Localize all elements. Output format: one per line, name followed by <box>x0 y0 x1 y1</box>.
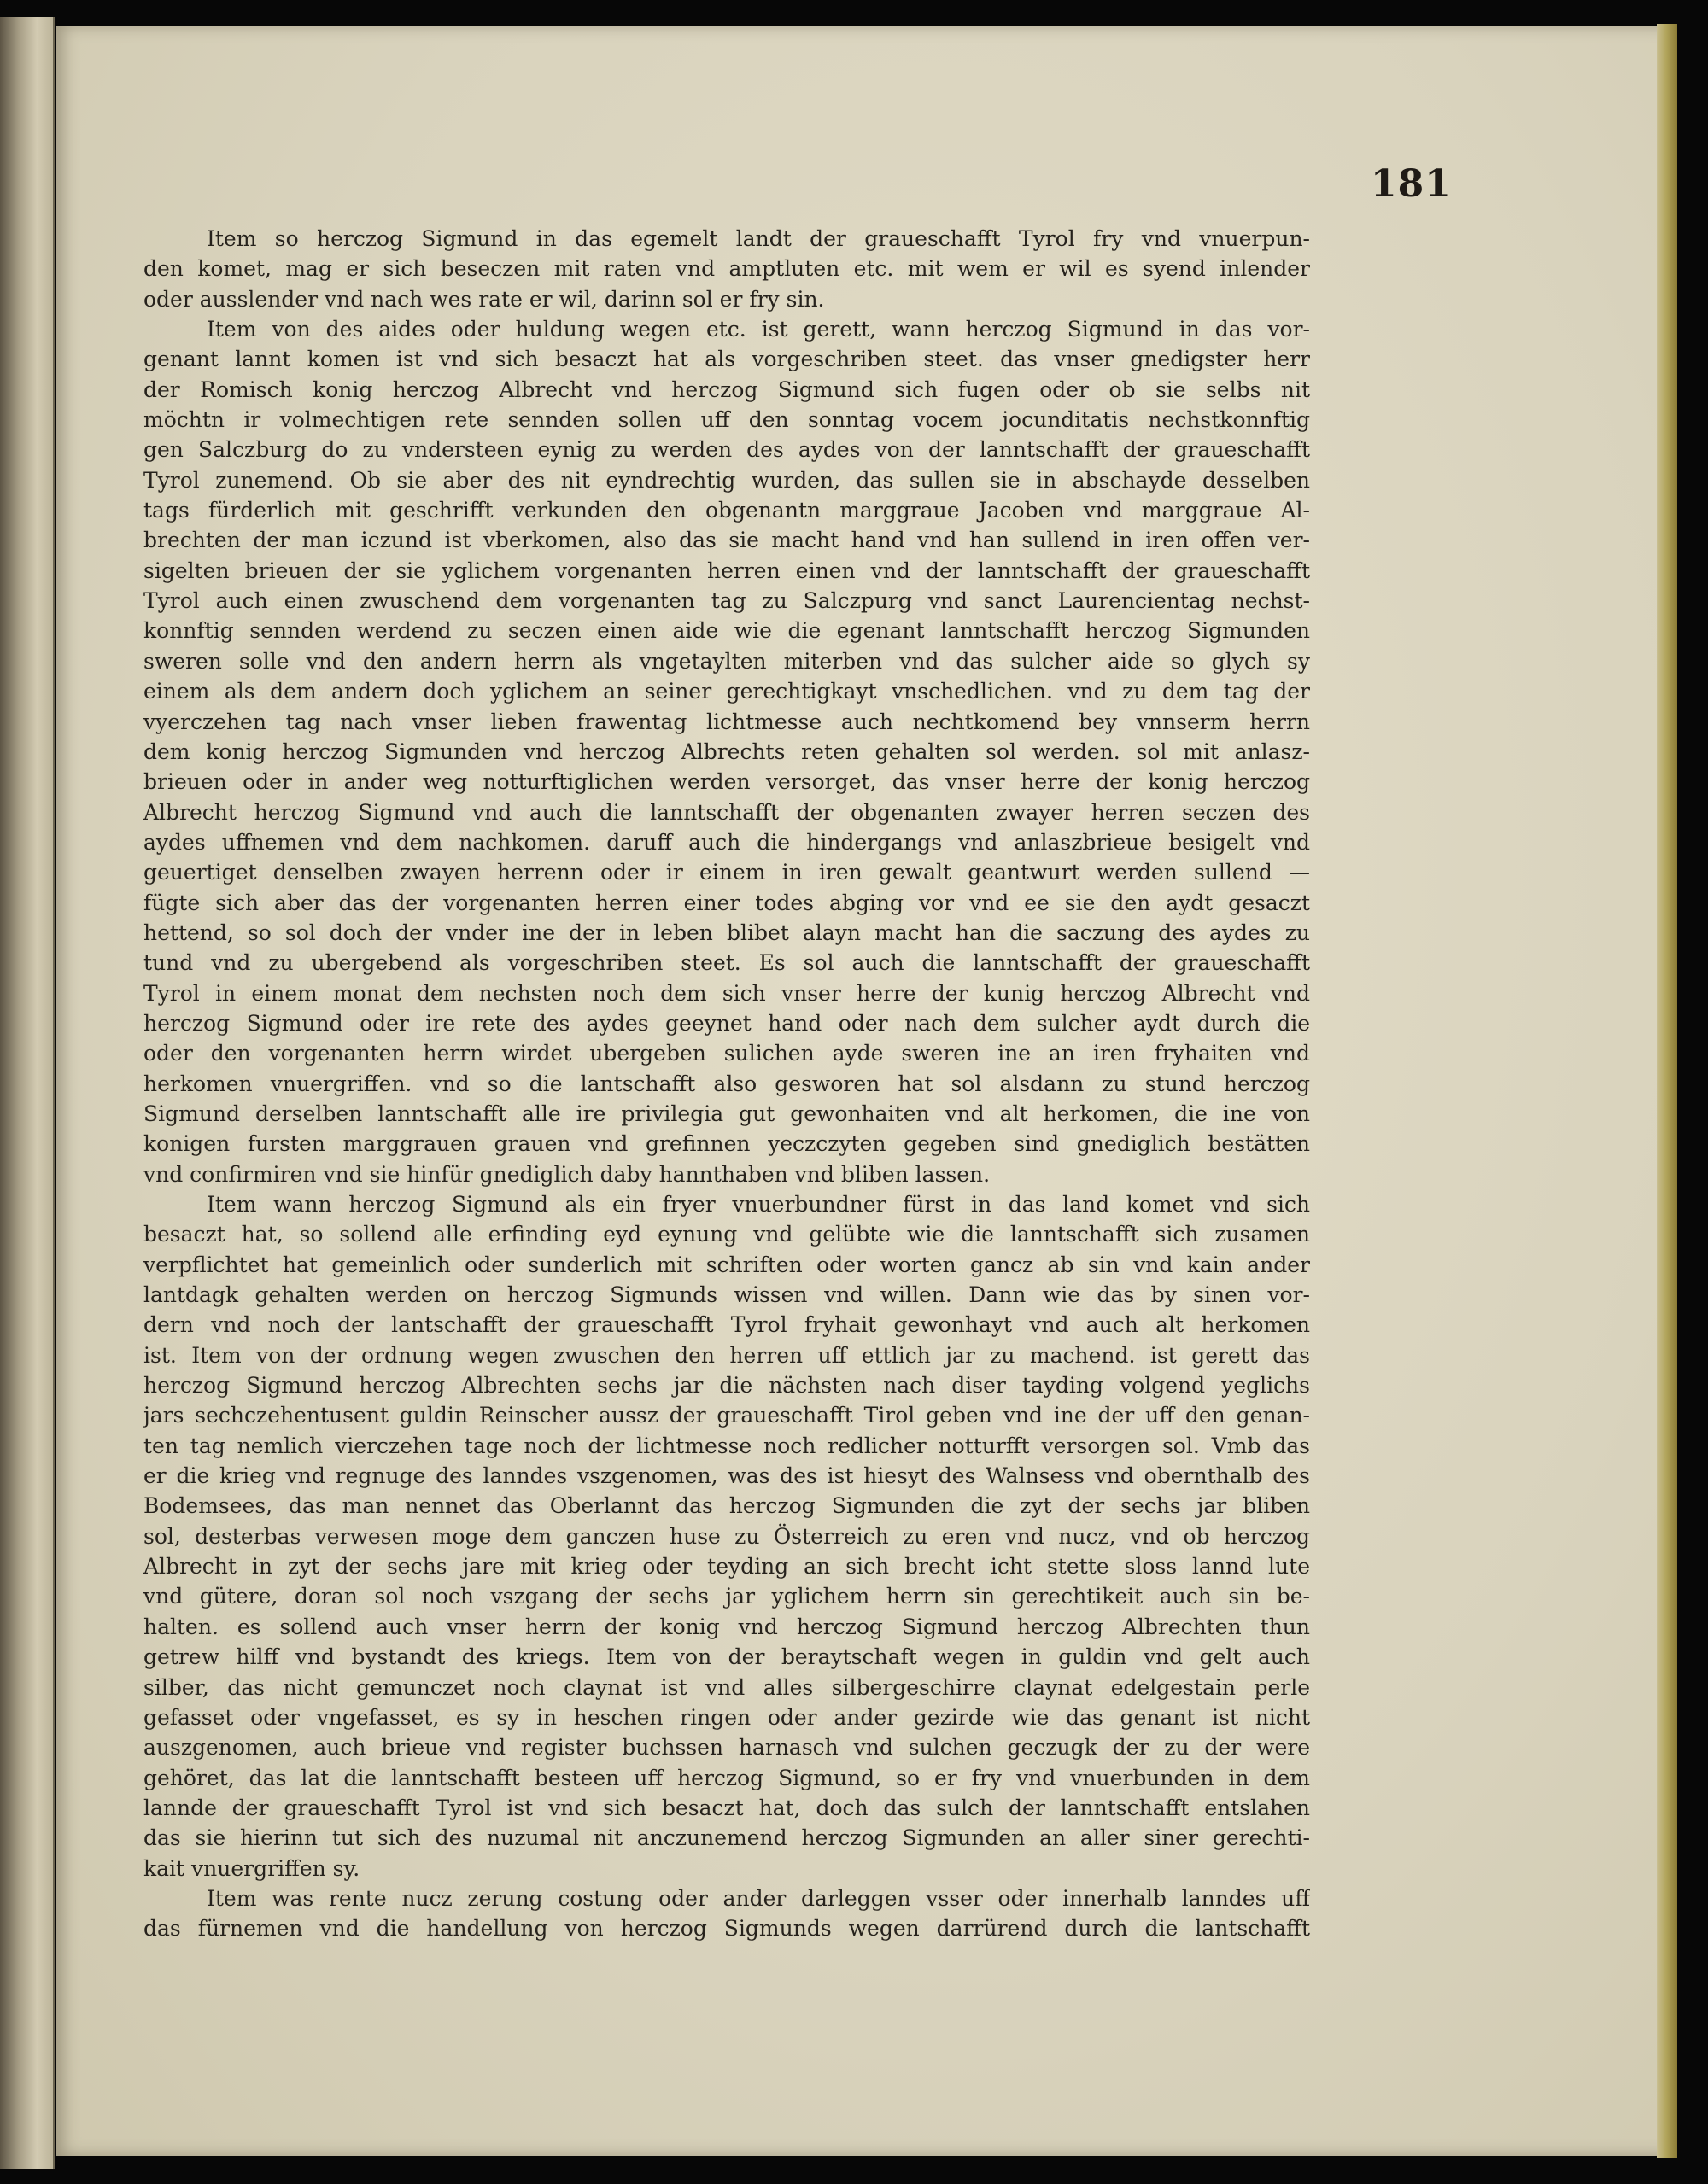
text-line: geuertiget denselben zwayen herrenn oder ir einem in iren gewalt geantwurt werden sullend — <box>143 860 1310 885</box>
text-line: vnd gütere, doran sol noch vszgang der sechs jar yglichem herrn sin gerechtikeit auch sin be- <box>143 1584 1310 1609</box>
text-line: aydes uffnemen vnd dem nachkomen. daruff auch die hindergangs vnd anlaszbrieue besigelt vnd <box>143 829 1310 855</box>
text-line: Bodemsees, das man nennet das Oberlannt das herczog Sigmunden die zyt der sechs jar bliben <box>143 1493 1310 1519</box>
text-line: Albrecht herczog Sigmund vnd auch die lanntschafft der obgenanten zwayer herren seczen des <box>143 799 1310 825</box>
text-line: herkomen vnuergriffen. vnd so die lantschafft also gesworen hat sol alsdann zu stund herczog <box>143 1071 1310 1096</box>
text-line: silber, das nicht gemunczet noch claynat ist vnd alles silbergeschirre claynat edelgestain perle <box>143 1674 1310 1700</box>
text-line: Item so herczog Sigmund in das egemelt landt der graueschafft Tyrol fry vnd vnuerpun- <box>207 226 1310 251</box>
text-line: gefasset oder vngefasset, es sy in heschen ringen oder ander gezirde wie das genant ist nicht <box>143 1704 1310 1730</box>
text-line: vnd confirmiren vnd sie hinfür gnediglich daby hannthaben vnd bliben lassen. <box>143 1161 991 1187</box>
text-line: vyerczehen tag nach vnser lieben frawentag lichtmesse auch nechtkomend bey vnnserm herrn <box>143 709 1310 734</box>
text-line: lannde der graueschafft Tyrol ist vnd sich besaczt hat, doch das sulch der lanntschafft entslahen <box>143 1795 1310 1820</box>
text-line: konigen fursten marggrauen grauen vnd grefinnen yeczczyten gegeben sind gnediglich bestätten <box>143 1131 1310 1157</box>
page-number: 181 <box>1371 162 1452 206</box>
text-line: besaczt hat, so sollend alle erfinding eyd eynung vnd gelübte wie die lanntschafft sich zusamen <box>143 1222 1310 1247</box>
text-line: herczog Sigmund oder ire rete des aydes geeynet hand oder nach dem sulcher aydt durch die <box>143 1010 1310 1036</box>
text-line: brechten der man iczund ist vberkomen, also das sie macht hand vnd han sullend in iren offen ver- <box>143 528 1310 553</box>
text-line: lantdagk gehalten werden on herczog Sigmunds wissen vnd willen. Dann wie das by sinen vor- <box>143 1282 1310 1308</box>
text-line: ist. Item von der ordnung wegen zwuschen den herren uff ettlich jar zu machend. ist gerett das <box>143 1342 1310 1368</box>
text-line: getrew hilff vnd bystandt des kriegs. Item von der beraytschaft wegen in guldin vnd gelt auch <box>143 1644 1310 1670</box>
text-line: oder ausslender vnd nach wes rate er wil, darinn sol er fry sin. <box>143 286 825 312</box>
text-line: Item von des aides oder huldung wegen etc. ist gerett, wann herczog Sigmund in das vor- <box>207 317 1310 342</box>
text-line: Tyrol auch einen zwuschend dem vorgenanten tag zu Salczpurg vnd sanct Laurencientag nechst- <box>143 588 1310 614</box>
text-line: einem als dem andern doch yglichem an seiner gerechtigkayt vnschedlichen. vnd zu dem tag der <box>143 679 1310 704</box>
text-line: herczog Sigmund herczog Albrechten sechs jar die nächsten nach diser tayding volgend yeglichs <box>143 1373 1310 1399</box>
text-line: gen Salczburg do zu vndersteen eynig zu werden des aydes von der lanntschafft der graueschafft <box>143 437 1310 463</box>
text-line: das sie hierinn tut sich des nuzumal nit anczunemend herczog Sigmunden an aller siner gerechti- <box>143 1825 1310 1851</box>
text-line: das fürnemen vnd die handellung von herczog Sigmunds wegen darrürend durch die lantschafft <box>143 1916 1310 1942</box>
text-line: tund vnd zu ubergebend als vorgeschriben steet. Es sol auch die lanntschafft der graueschafft <box>143 950 1310 976</box>
text-line: Tyrol zunemend. Ob sie aber des nit eyndrechtig wurden, das sullen sie in abschayde desselben <box>143 467 1310 493</box>
text-line: tags fürderlich mit geschrifft verkunden den obgenantn marggraue Jacoben vnd marggraue Al- <box>143 498 1310 523</box>
text-line: möchtn ir volmechtigen rete sennden sollen uff den sonntag vocem jocunditatis nechstkonnftig <box>143 407 1310 433</box>
text-line: konnftig sennden werdend zu seczen einen aide wie die egenant lanntschafft herczog Sigmunden <box>143 618 1310 644</box>
body-text <box>143 224 1310 1944</box>
text-line: kait vnuergriffen sy. <box>143 1855 360 1881</box>
text-line: Sigmund derselben lanntschafft alle ire privilegia gut gewonhaiten vnd alt herkomen, die ine von <box>143 1101 1310 1126</box>
text-line: ten tag nemlich vierczehen tage noch der lichtmesse noch redlicher notturfft versorgen sol. Vmb das <box>143 1433 1310 1458</box>
text-line: dern vnd noch der lantschafft der graueschafft Tyrol fryhait gewonhayt vnd auch alt herkomen <box>143 1312 1310 1338</box>
page-fore-edge <box>1657 24 1677 2158</box>
text-line: genant lannt komen ist vnd sich besaczt hat als vorgeschriben steet. das vnser gnedigster herr <box>143 347 1310 372</box>
text-line: brieuen oder in ander weg notturftiglichen werden versorget, das vnser herre der konig herczog <box>143 769 1310 795</box>
text-line: dem konig herczog Sigmunden vnd herczog Albrechts reten gehalten sol werden. sol mit anlasz- <box>143 739 1310 764</box>
text-line: Tyrol in einem monat dem nechsten noch dem sich vnser herre der kunig herczog Albrecht vnd <box>143 980 1310 1006</box>
text-line: halten. es sollend auch vnser herrn der konig vnd herczog Sigmund herczog Albrechten thun <box>143 1614 1310 1639</box>
text-line: fügte sich aber das der vorgenanten herren einer todes abging vor vnd ee sie den aydt gesaczt <box>143 890 1310 915</box>
text-line: hettend, so sol doch der vnder ine der in leben blibet alayn macht han die saczung des aydes zu <box>143 920 1310 945</box>
text-line: den komet, mag er sich beseczen mit raten vnd amptluten etc. mit wem er wil es syend inlender <box>143 256 1310 282</box>
text-line: Albrecht in zyt der sechs jare mit krieg oder teyding an sich brecht icht stette sloss lannd lute <box>143 1554 1310 1580</box>
text-line: auszgenomen, auch brieue vnd register buchssen harnasch vnd sulchen geczugk der zu der were <box>143 1735 1310 1761</box>
text-line: gehöret, das lat die lanntschafft besteen uff herczog Sigmund, so er fry vnd vnuerbunden in dem <box>143 1765 1310 1790</box>
text-line: der Romisch konig herczog Albrecht vnd herczog Sigmund sich fugen oder ob sie selbs nit <box>143 377 1310 402</box>
facing-page-edge <box>0 17 55 2169</box>
text-line: Item wann herczog Sigmund als ein fryer vnuerbundner fürst in das land komet vnd sich <box>207 1192 1310 1217</box>
text-line: jars sechczehentusent guldin Reinscher aussz der graueschafft Tirol geben vnd ine der uff den genan- <box>143 1403 1310 1428</box>
text-line: oder den vorgenanten herrn wirdet ubergeben sulichen ayde sweren ine an iren fryhaiten vnd <box>143 1041 1310 1066</box>
text-line: verpflichtet hat gemeinlich oder sunderlich mit schriften oder worten gancz ab sin vnd kain ander <box>143 1252 1310 1277</box>
text-line: Item was rente nucz zerung costung oder ander darleggen vsser oder innerhalb lanndes uff <box>207 1885 1310 1911</box>
text-line: sol, desterbas verwesen moge dem ganczen huse zu Österreich zu eren vnd nucz, vnd ob herczog <box>143 1523 1310 1549</box>
text-line: sweren solle vnd den andern herrn als vngetaylten miterben vnd das sulcher aide so glych sy <box>143 648 1310 674</box>
text-line: sigelten brieuen der sie yglichem vorgenanten herren einen vnd der lanntschafft der graueschafft <box>143 558 1310 583</box>
text-line: er die krieg vnd regnuge des lanndes vszgenomen, was des ist hiesyt des Walnsess vnd obernthalb des <box>143 1463 1310 1489</box>
